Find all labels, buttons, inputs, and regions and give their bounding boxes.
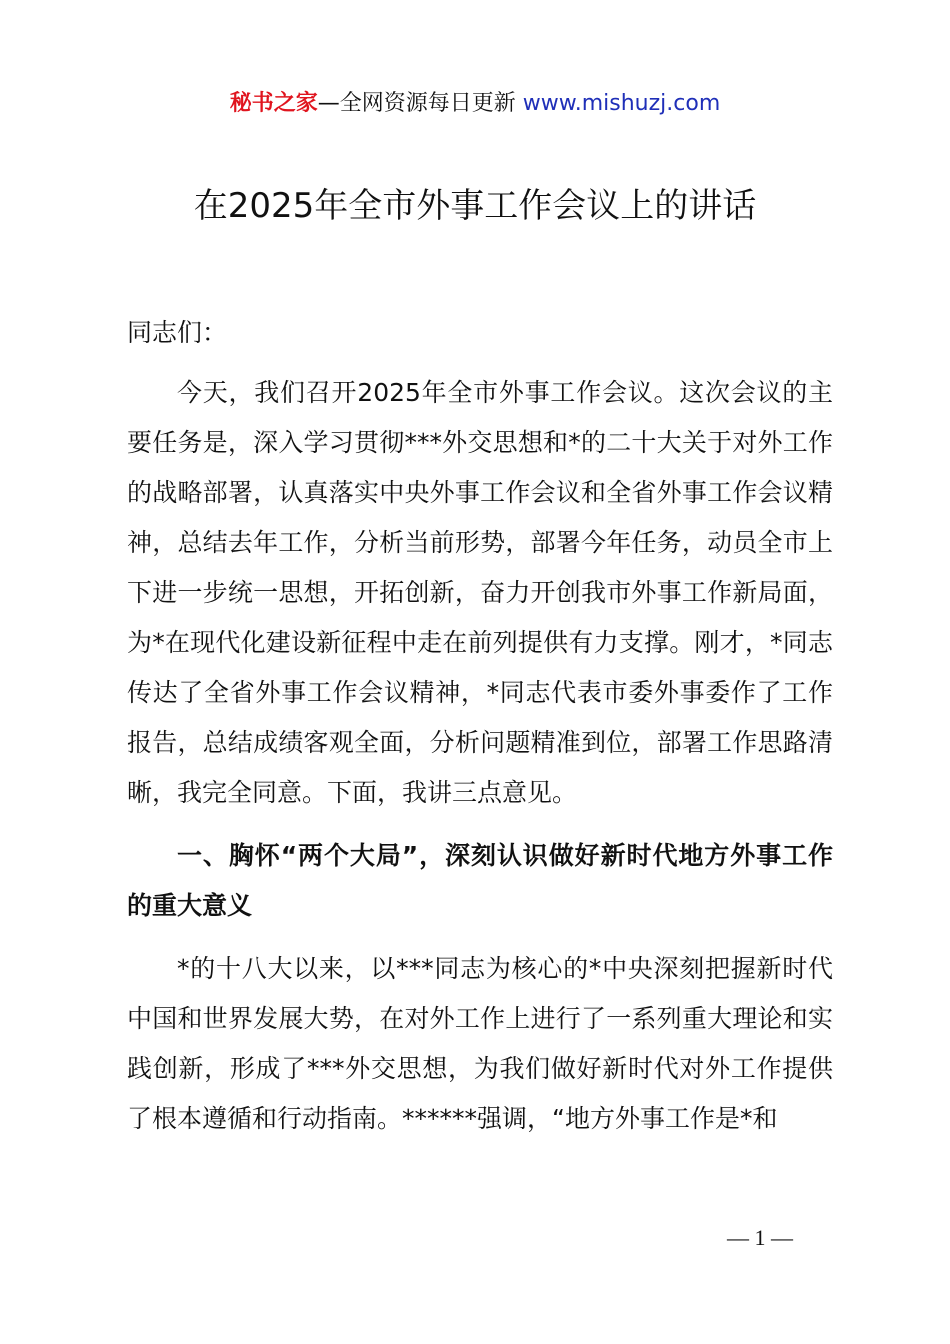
document-body <box>127 308 833 1157</box>
paragraph-section-1: *的十八大以来，以***同志为核心的*中央深刻把握新时代中国和世界发展大势，在对外工作上进行了一系列重大理论和实践创新，形成了***外交思想，为我们做好新时代对外工作提供了根本遵循和行动指南。******强调，“地方外事工作是*和 <box>127 954 833 1133</box>
document-title: 在2025年全市外事工作会议上的讲话 <box>193 186 757 226</box>
page-number: — 1 — <box>727 1225 793 1250</box>
salutation: 同志们： <box>127 318 228 347</box>
paragraph-intro: 今天，我们召开2025年全市外事工作会议。这次会议的主要任务是，深入学习贯彻***外交思想和*的二十大关于对外工作的战略部署，认真落实中央外事工作会议和全省外事工作会议精神，总结去年工作，分析当前形势，部署今年任务，动员全市上下进一步统一思想，开拓创新，奋力开创我市外事工作新局面，为*在现代化建设新征程中走在前列提供有力支撑。刚才，*同志传达了全省外事工作会议精神，*同志代表市委外事委作了工作报告，总结成绩客观全面，分析问题精准到位，部署工作思路清晰，我完全同意。下面，我讲三点意见。 <box>127 378 833 807</box>
site-brand: 秘书之家 <box>229 91 318 116</box>
site-slogan: —全网资源每日更新 <box>317 91 523 116</box>
site-header <box>0 88 950 120</box>
section-heading-1: 一、胸怀“两个大局”，深刻认识做好新时代地方外事工作的重大意义 <box>127 841 833 920</box>
site-url-link[interactable]: www.mishuzj.com <box>522 91 721 116</box>
